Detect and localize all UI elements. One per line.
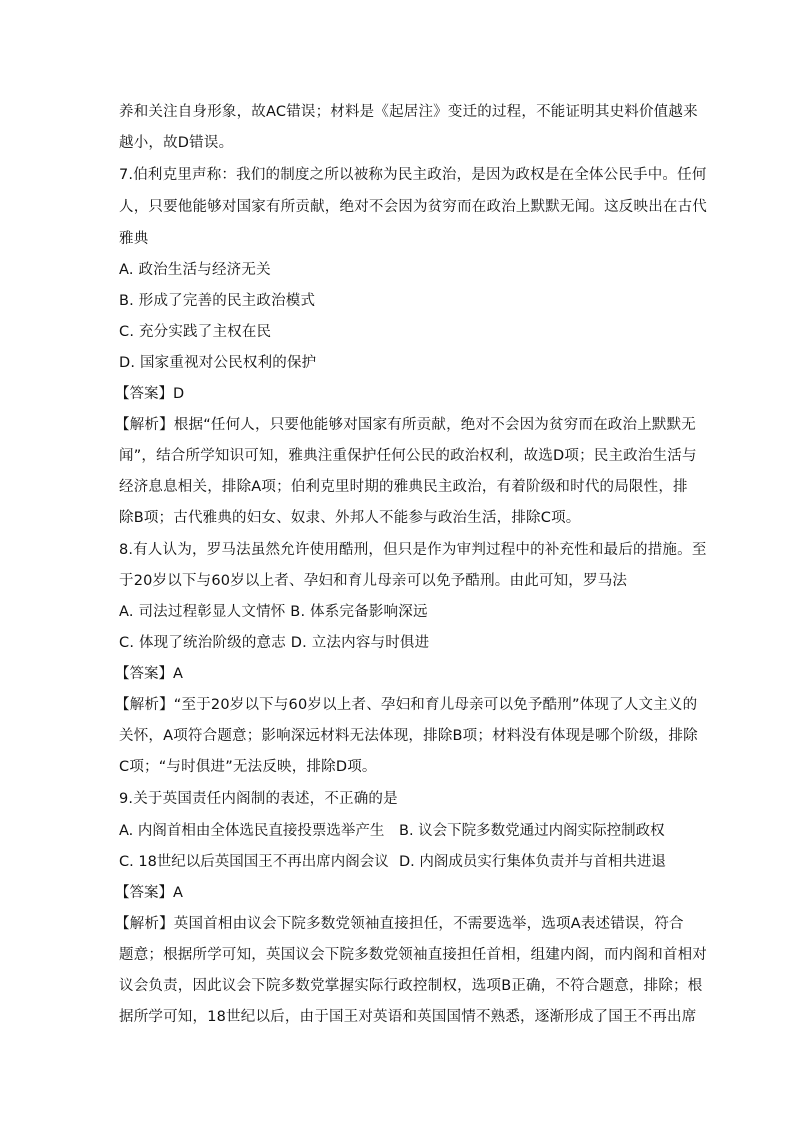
prev-analysis-line: 越小，故D错误。 [119,135,234,151]
question-9-answer: 【答案】A [115,885,183,901]
question-7-analysis: 除B项；古代雅典的妇女、奴隶、外邦人不能参与政治生活，排除C项。 [119,510,581,526]
question-9-option-d: D. 内阁成员实行集体负责并与首相共进退 [399,854,666,870]
question-7-option-c: C. 充分实践了主权在民 [119,324,272,340]
question-7-answer: 【答案】D [115,386,185,402]
question-9-analysis: 题意；根据所学可知，英国议会下院多数党领袖直接担任首相，组建内阁，而内阁和首相对 [119,947,707,963]
question-9-analysis: 议会负责，因此议会下院多数党掌握实际行政控制权，选项B正确，不符合题意，排除；根 [119,978,703,994]
question-7-analysis: 经济息息相关，排除A项；伯利克里时期的雅典民主政治，有着阶级和时代的局限性，排 [119,479,688,495]
question-9-option-c: C. 18世纪以后英国国王不再出席内阁会议 [119,854,389,870]
question-7-option-b: B. 形成了完善的民主政治模式 [119,293,316,309]
question-8-options-row: C. 体现了统治阶级的意志 D. 立法内容与时俱进 [119,635,430,651]
question-9-option-a: A. 内阁首相由全体选民直接投票选举产生 [119,823,385,839]
question-7-stem: 人，只要他能够对国家有所贡献，绝对不会因为贫穷而在政治上默默无闻。这反映出在古代 [119,199,707,215]
question-8-answer: 【答案】A [115,666,183,682]
question-7-stem: 雅典 [119,231,149,247]
question-7-analysis: 闻”，结合所学知识可知，雅典注重保护任何公民的政治权利，故选D项；民主政治生活与 [119,448,697,464]
question-8-analysis: C项；“与时俱进”无法反映，排除D项。 [119,759,377,775]
question-7-option-a: A. 政治生活与经济无关 [119,262,271,278]
question-8-options-row: A. 司法过程彰显人文情怀 B. 体系完备影响深远 [119,604,428,620]
question-9-stem: 9.关于英国责任内阁制的表述，不正确的是 [119,791,398,807]
question-7-analysis: 【解析】根据“任何人，只要他能够对国家有所贡献，绝对不会因为贫穷而在政治上默默无 [115,417,697,433]
prev-analysis-line: 养和关注自身形象，故AC错误；材料是《起居注》变迁的过程，不能证明其史料价值越来 [119,104,698,120]
question-9-analysis: 据所学可知，18世纪以后，由于国王对英语和英国国情不熟悉，逐渐形成了国王不再出席 [119,1009,697,1025]
question-8-stem: 8.有人认为，罗马法虽然允许使用酷刑，但只是作为审判过程中的补充性和最后的措施。至 [119,542,707,558]
question-9-option-b: B. 议会下院多数党通过内阁实际控制政权 [399,823,665,839]
question-8-analysis: 关怀，A项符合题意；影响深远材料无法体现，排除B项；材料没有体现是哪个阶级，排除 [119,728,698,744]
question-7-option-d: D. 国家重视对公民权利的保护 [119,355,317,371]
question-8-stem: 于20岁以下与60岁以上者、孕妇和育儿母亲可以免予酷刑。由此可知，罗马法 [119,573,628,589]
question-7-stem: 7.伯利克里声称：我们的制度之所以被称为民主政治，是因为政权是在全体公民手中。任何 [119,167,707,183]
question-9-analysis: 【解析】英国首相由议会下院多数党领袖直接担任，不需要选举，选项A表述错误，符合 [115,916,684,932]
question-8-analysis: 【解析】“至于20岁以下与60岁以上者、孕妇和育儿母亲可以免予酷刑”体现了人文主义的 [115,697,698,713]
